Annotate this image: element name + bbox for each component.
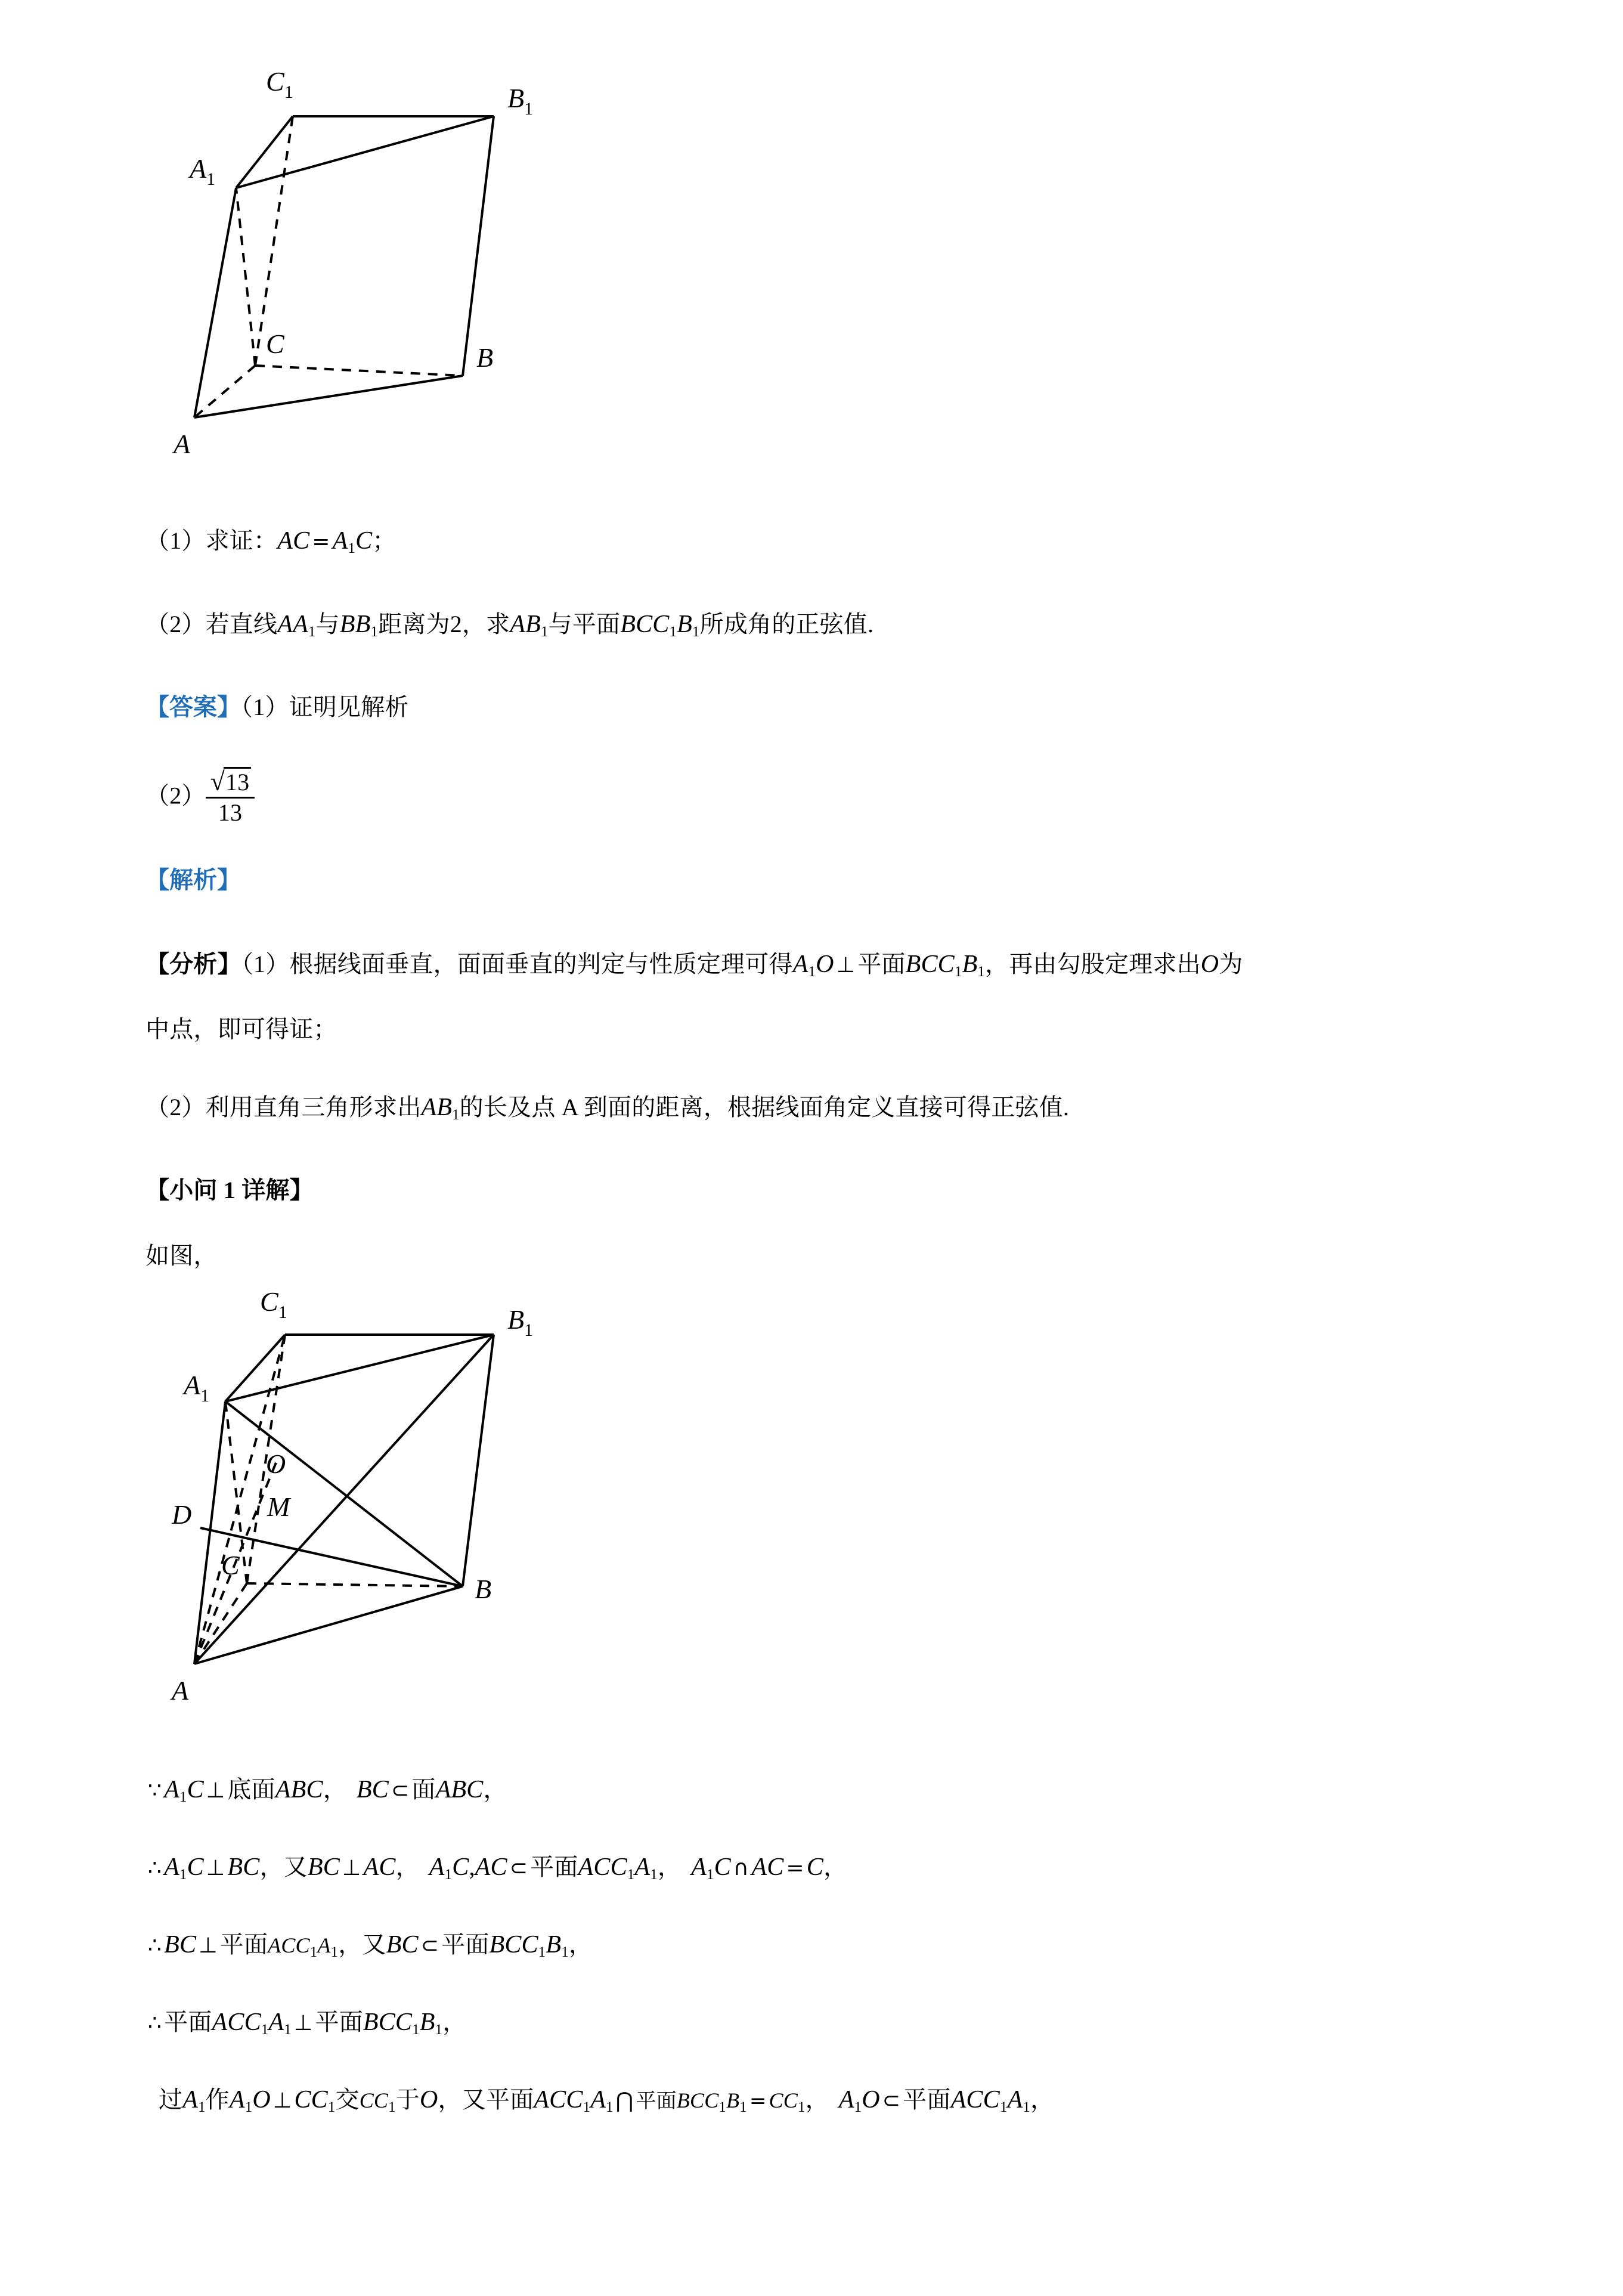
edge-A-A1 [194,188,236,417]
math-italic: AC [751,1853,784,1881]
solid-edge-group-2 [194,1335,494,1664]
cn-text: 平面 [530,1853,578,1880]
cn-text: ， [568,1931,593,1958]
math-italic: A [229,2086,245,2114]
as-shown-line [145,1244,218,1268]
edge-B-B1 [463,116,494,376]
prism-diagram-1-svg [117,36,582,453]
analysis-math-BCC1: BCC [905,951,955,978]
detail-tag: 【小问 1 详解】 [145,1177,314,1203]
q2-text-1: 若直线 [205,611,278,638]
math-italic: A [691,1853,707,1881]
vertex2-label-C: C [221,1550,240,1580]
q2-math-BCC1-sub: 1 [669,623,677,640]
math-italic: A [838,2086,854,2114]
vertex-label-C1: $C_1$ [266,66,293,102]
edge2-A-B [194,1586,463,1664]
answer-line-1 [145,695,409,719]
math-subscript: 1 [706,1866,714,1883]
math-italic: ABC [435,1776,484,1803]
analysis-math-AB1-sub: 1 [452,1106,460,1123]
math-italic: A [634,1853,651,1881]
answer-line-2 [145,769,255,827]
cn-text: 又 [283,1853,308,1880]
proof-line-3 [145,1932,593,1960]
cn-text: 平面 [441,1931,490,1958]
q1-text: 求证： [205,527,278,554]
q2-math-BB1-sub: 1 [370,623,379,640]
cn-text: 面 [411,1776,436,1803]
cn-text: ， [1030,2086,1055,2113]
math-subscript: 1 [388,2099,396,2115]
math-operator: ⊥ [206,1778,225,1803]
math-subscript: 1 [444,1866,453,1883]
cn-text: ， [259,1853,284,1880]
analysis-math-A1O: A [792,951,809,978]
math-italic-small: BCC [676,2088,719,2112]
math-subscript: 1 [1023,2099,1030,2115]
analysis-text-1a: （1）根据线面垂直，面面垂直的判定与性质定理可得 [241,951,793,977]
math-subscript: 1 [739,2099,747,2115]
math-italic: ACC [212,2009,261,2036]
q1-equals: = [312,530,330,554]
question-2 [145,612,874,640]
vertex2-label-D: D [172,1499,192,1530]
edge-C-A1 [236,188,255,366]
analysis-text-3b: 的长及点 A 到面的距离，根据线面角定义直接可得正弦值. [459,1094,1070,1121]
math-italic: A [164,1853,179,1881]
analysis-math-B1: B [962,951,978,978]
radical [209,768,252,796]
analysis-line-3 [145,1095,1069,1123]
q2-text-4: ，求 [461,611,510,638]
prism-diagram-2-svg [117,1282,582,1735]
analysis-text-1c: ，再由勾股定理求出 [984,951,1201,977]
math-subscript: 1 [327,2099,336,2115]
analysis-math-O2: O [1200,951,1219,978]
math-subscript: 1 [412,2021,420,2038]
math-operator: ∩ [733,1856,749,1880]
math-italic: O [252,2086,271,2114]
q1-number: （1） [145,527,206,554]
vertex2-label-O: O [266,1449,286,1479]
math-operator: ∴ [148,2011,162,2035]
math-italic-small: CC [769,2088,798,2112]
math-subscript: 1 [244,2099,253,2115]
math-operator: ⊥ [199,1933,218,1958]
q2-math-BCC1: BCC [620,611,670,638]
math-italic: C [187,1853,204,1881]
math-italic: B [546,1931,562,1958]
proof-line-2 [145,1855,847,1883]
cn-text: 又平面 [461,2086,534,2113]
perp-icon: ⊥ [836,953,856,977]
math-subscript: 1 [583,2099,591,2115]
math-italic: A [1007,2086,1023,2114]
q2-math-AA1-sub: 1 [308,623,316,640]
math-italic: BC [227,1853,260,1881]
q2-text-3: 距离为 [378,611,450,638]
vertex2-label-A1: $A_1$ [184,1370,210,1406]
cn-text: ， [395,1853,420,1880]
cn-text: 于 [395,2086,420,2113]
fraction-denominator: 13 [206,797,255,825]
cn-text: ， [657,1853,682,1880]
math-italic: A [164,1776,179,1803]
answer-part-2-number: （2） [145,782,206,809]
math-subscript: 1 [284,2021,292,2038]
edge2-A1-B1 [225,1335,494,1401]
proof-line-4 [145,2010,466,2038]
q1-rhs-tail: C [355,527,373,555]
math-operator: ⊥ [342,1856,361,1880]
as-shown-text: 如图， [145,1242,218,1269]
vertex-label-B1: $B_1$ [507,83,534,119]
math-italic-small: A [317,1933,331,1957]
analysis-text-1d: 为 [1219,951,1243,977]
math-italic: O [419,2086,438,2114]
math-subscript: 1 [854,2099,862,2115]
q1-rhs-sub: 1 [348,540,356,556]
math-italic: BC [356,1776,389,1803]
prism-diagram-2 [117,1282,582,1735]
cn-text: 作 [205,2086,230,2113]
math-subscript: 1 [309,1944,318,1960]
cn-text: 平面 [219,1931,268,1958]
math-subscript: 1 [561,1944,569,1960]
cn-text: ， [823,1853,848,1880]
math-operator: ∴ [148,1856,162,1880]
answer-part-1: （1）证明见解析 [241,694,409,720]
analysis-math-A1O-sub: 1 [808,963,816,980]
edge2-C-B [247,1583,463,1586]
q2-text-2: 与 [315,611,340,638]
q1-rhs-base: A [332,527,348,555]
cn-text: 又 [362,1931,386,1958]
radical-symbol: √ [210,767,225,796]
cn-text: 平面 [164,2009,212,2035]
vertex-label-A1: $A_1$ [190,153,216,189]
q1-trail: ； [372,527,397,554]
math-italic: AC [363,1853,396,1881]
analysis-heading [145,868,241,892]
analysis-inner-tag: 【分析】 [145,951,241,977]
radicand: 13 [224,767,251,796]
analysis-line-1 [145,952,1243,980]
math-italic: ACC [534,2086,583,2114]
math-italic: C [187,1776,204,1803]
math-italic: ABC [275,1776,323,1803]
analysis-text-1b: 平面 [857,951,906,977]
q2-math-AB1: AB [510,611,541,638]
analysis-text-3a: （2）利用直角三角形求出 [145,1094,422,1121]
analysis-math-BCC1-sub: 1 [954,963,962,980]
q2-number: （2） [145,611,206,638]
math-operator: ⊥ [293,2011,313,2035]
q2-math-B1: B [677,611,692,638]
math-italic: A [268,2009,284,2036]
math-subscript: 1 [627,1866,635,1883]
math-italic: A [182,2086,199,2114]
cn-text: ， [442,2009,467,2035]
math-italic: B [419,2009,435,2036]
math-subscript: 1 [797,2099,806,2115]
analysis-math-O: O [816,951,834,978]
proof-line-5 [159,2087,1054,2115]
math-subscript: 1 [330,1944,339,1960]
math-italic-small: ACC [268,1933,310,1957]
q2-math-BB1: BB [339,611,371,638]
math-italic: AC [475,1853,507,1881]
solid-edge-group [194,116,494,417]
cn-text: ， [805,2086,829,2113]
math-subscript: 1 [198,2099,206,2115]
vertex2-label-A: A [172,1675,189,1706]
cn-text: ， [338,1931,363,1958]
cn-text: ， [483,1776,507,1803]
vertex2-label-C1: $C_1$ [260,1286,287,1322]
math-italic: BCC [363,2009,413,2036]
math-subscript: 1 [999,2099,1008,2115]
q2-text-6: 所成角的正弦值. [699,611,874,638]
math-italic-small: B [726,2088,740,2112]
math-operator: = [786,1856,804,1880]
vertex2-label-B1: $B_1$ [507,1304,534,1340]
cn-text: ， [438,2086,462,2113]
math-operator: ⋂ [615,2088,634,2113]
math-italic: C [714,1853,731,1881]
detail-heading [145,1178,314,1202]
analysis-math-AB1: AB [421,1094,453,1121]
analysis-text-2: 中点，即可得证； [145,1016,337,1042]
math-italic: CC [294,2086,328,2114]
math-operator: ∴ [148,1933,162,1958]
edge2-A-B1 [194,1335,494,1664]
vertex2-label-M: M [267,1492,290,1522]
edge-C-B [255,366,463,376]
analysis-line-2 [145,1017,337,1041]
math-italic: ACC [950,2086,1000,2114]
math-italic: ACC [578,1853,627,1881]
q2-math-B1-sub: 1 [692,623,700,640]
vertex2-label-B: B [475,1574,492,1604]
cn-text: 底面 [227,1776,275,1803]
q2-math-AA1: AA [277,611,308,638]
cn-text: 平面 [315,2009,363,2035]
proof-line-1 [145,1777,507,1805]
edge2-B-B1 [463,1335,494,1586]
dashed-edge-group-2 [194,1335,463,1664]
fraction-numerator [206,768,255,797]
cn-text-small: 平面 [636,2090,677,2112]
math-operator: ⊥ [272,2088,292,2113]
math-operator: ⊂ [420,1933,439,1958]
math-italic-small: CC [359,2088,389,2112]
cn-text: 平面 [903,2086,951,2113]
math-italic: O [862,2086,880,2114]
math-subscript: 1 [650,1866,658,1883]
cn-text: 交 [335,2086,360,2113]
math-italic: A [429,1853,445,1881]
math-operator: ⊂ [391,1778,410,1803]
analysis-tag: 【解析】 [145,867,241,893]
math-italic: A [590,2086,606,2114]
answer-fraction [206,768,255,825]
math-subscript: 1 [435,2021,443,2038]
math-subscript: 1 [179,1866,187,1883]
answer-tag: 【答案】 [145,694,241,720]
math-italic: C [452,1853,469,1881]
cn-text: ， [323,1776,347,1803]
math-italic: C [806,1853,824,1881]
math-operator: ⊂ [882,2088,901,2113]
q2-text-5: 与平面 [548,611,621,638]
math-operator: ∵ [148,1778,162,1803]
cn-text: 过 [159,2086,183,2113]
math-subscript: 1 [538,1944,546,1960]
math-operator: ⊥ [206,1856,225,1880]
q1-lhs: AC [277,527,310,555]
vertex-label-A: A [174,429,191,453]
cn-text: , [469,1853,475,1880]
math-italic: BC [164,1931,197,1958]
math-italic: BC [386,1931,419,1958]
vertex-label-C: C [266,329,284,359]
edge-A1-B1 [236,116,494,188]
math-subscript: 1 [179,1788,187,1805]
vertex-label-B: B [476,342,494,373]
analysis-math-B1-sub: 1 [977,963,985,980]
q2-math-AB1-sub: 1 [541,623,549,640]
math-subscript: 1 [261,2021,269,2038]
math-subscript: 1 [718,2099,727,2115]
math-operator: ⊂ [509,1856,528,1880]
math-subscript: 1 [606,2099,614,2115]
math-operator-small: = [749,2089,767,2113]
question-1 [145,528,397,556]
math-italic: BCC [489,1931,538,1958]
prism-diagram-1 [117,36,582,453]
math-italic: BC [307,1853,340,1881]
q2-value: 2 [450,611,462,638]
